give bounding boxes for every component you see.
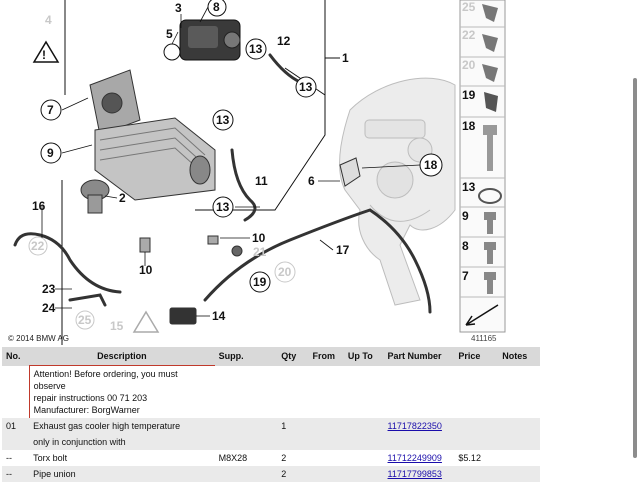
callout-14: 14	[212, 309, 226, 323]
cell-supp	[215, 418, 278, 434]
cell-upto	[344, 450, 384, 466]
exhaust-gas-cooler-illustration	[90, 70, 215, 200]
cell-no	[2, 434, 29, 450]
cell-part-number	[384, 450, 455, 466]
parts-table	[2, 347, 540, 482]
cell-description: Exhaust gas cooler high temperature	[29, 418, 215, 434]
cell-price: $5.12	[458, 453, 481, 463]
callout-13d: 13	[216, 200, 230, 214]
cell-qty	[277, 434, 308, 450]
header-qty[interactable]: Qty	[277, 347, 308, 366]
cell-qty: 2	[277, 466, 308, 482]
callout-17: 17	[336, 243, 350, 257]
copyright-text: © 2014 BMW AG	[8, 334, 70, 343]
thumb-25: 25	[462, 0, 476, 14]
callout-12: 12	[277, 34, 291, 48]
thumb-20: 20	[462, 58, 476, 72]
table-row	[2, 450, 540, 466]
callout-13: 13	[249, 42, 263, 56]
callout-5: 5	[166, 27, 173, 41]
thumb-9: 9	[462, 209, 469, 223]
cell-price	[454, 418, 498, 434]
thumb-7: 7	[462, 269, 469, 283]
cell-from	[308, 450, 343, 466]
cell-part-number	[384, 434, 455, 450]
part-number-link[interactable]: 11717799853	[387, 469, 442, 479]
cell-part-number	[384, 418, 455, 434]
callout-4: 4	[45, 13, 52, 27]
header-from[interactable]: From	[308, 347, 343, 366]
cell-no: --	[2, 466, 29, 482]
callout-24: 24	[42, 301, 56, 315]
notice-line: Attention! Before ordering, you must observe	[33, 369, 178, 391]
notice-line: Manufacturer: BorgWarner	[33, 405, 140, 415]
thumb-22: 22	[462, 28, 476, 42]
cell-description: only in conjunction with	[29, 434, 215, 450]
thumb-8: 8	[462, 239, 469, 253]
callout-11: 11	[255, 174, 268, 188]
egr-valve-illustration	[180, 20, 240, 60]
vertical-scrollbar[interactable]	[633, 78, 637, 458]
cell-notes	[498, 418, 540, 434]
cell-upto	[344, 418, 384, 434]
header-part-number[interactable]: Part Number	[384, 347, 455, 366]
callout-23: 23	[42, 282, 56, 296]
warning-triangle-icon	[34, 42, 58, 62]
callout-8: 8	[213, 0, 220, 14]
callout-16: 16	[32, 199, 46, 213]
callout-21: 21	[253, 245, 267, 259]
callout-7: 7	[47, 103, 54, 117]
callout-13c: 13	[216, 113, 230, 127]
part-number-link[interactable]: 11712249909	[387, 453, 442, 463]
cell-upto	[344, 434, 384, 450]
intake-manifold-illustration	[340, 78, 455, 305]
notice-row	[2, 366, 540, 419]
diagram-image-id: 411165	[471, 334, 497, 343]
callout-1: 1	[342, 51, 349, 65]
cell-qty: 1	[277, 418, 308, 434]
parts-thumbnail-strip	[460, 0, 505, 332]
callout-10b: 10	[139, 263, 153, 277]
ordering-notice	[29, 366, 215, 419]
thumb-13: 13	[462, 180, 476, 194]
callout-2: 2	[119, 191, 126, 205]
cell-notes	[498, 434, 540, 450]
svg-text:!: !	[42, 48, 46, 62]
header-upto[interactable]: Up To	[344, 347, 384, 366]
table-row	[2, 434, 540, 450]
header-no[interactable]: No.	[2, 347, 29, 366]
header-supp[interactable]: Supp.	[215, 347, 278, 366]
thumb-18: 18	[462, 119, 476, 133]
callout-10: 10	[252, 231, 266, 245]
cell-notes	[498, 450, 540, 466]
header-price[interactable]: Price	[454, 347, 498, 366]
warning-triangle-icon-ghost	[134, 312, 158, 332]
cell-description: Pipe union	[29, 466, 215, 482]
cell-qty: 2	[281, 453, 287, 463]
callout-25: 25	[78, 313, 92, 327]
pressure-actuator-illustration	[81, 180, 109, 213]
callout-15: 15	[110, 319, 124, 333]
cell-price	[454, 434, 498, 450]
cell-supp: M8X28	[218, 453, 248, 463]
cell-no: 01	[2, 418, 29, 434]
callout-19: 19	[253, 275, 267, 289]
table-header-row	[2, 347, 540, 366]
header-notes[interactable]: Notes	[498, 347, 540, 366]
callout-13b: 13	[299, 80, 313, 94]
callout-22: 22	[31, 239, 45, 253]
header-description[interactable]: Description	[29, 347, 215, 366]
cell-from	[308, 434, 343, 450]
cell-no: --	[6, 453, 12, 463]
callout-9: 9	[47, 146, 54, 160]
callout-6: 6	[308, 174, 315, 188]
cell-from	[308, 418, 343, 434]
cell-description: Torx bolt	[33, 453, 68, 463]
callout-20: 20	[278, 265, 292, 279]
callout-18: 18	[424, 158, 438, 172]
callout-3: 3	[175, 1, 182, 15]
part-number-link[interactable]: 11717822350	[387, 421, 442, 431]
thumb-19: 19	[462, 88, 476, 102]
notice-line: repair instructions 00 71 203	[33, 393, 148, 403]
cell-supp	[215, 434, 278, 450]
table-row	[2, 418, 540, 434]
